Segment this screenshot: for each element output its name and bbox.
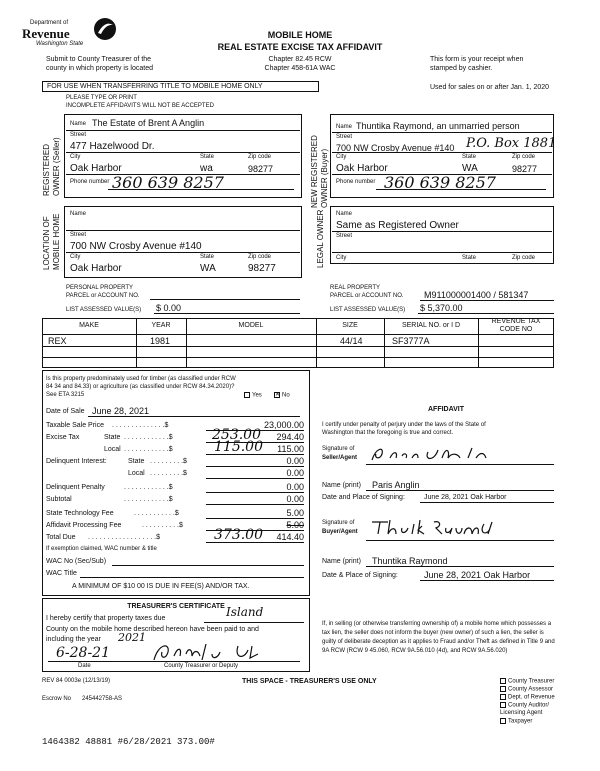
di-local-dots: . . . . . . . . .$ bbox=[150, 470, 187, 477]
seller-city: Oak Harbor bbox=[70, 163, 122, 174]
buyer-state-label: State bbox=[462, 154, 477, 160]
tech-fee-amount: 5.00 bbox=[286, 508, 304, 518]
seller-side-label-1: REGISTERED bbox=[42, 143, 51, 196]
buyer-street-label: Street bbox=[336, 134, 353, 140]
seller-name: The Estate of Brent A Anglin bbox=[92, 118, 205, 128]
rev-number: REV 84 0003e (12/13/19) bbox=[42, 678, 111, 684]
seller-zip: 98277 bbox=[248, 164, 274, 174]
penalty-amount: 0.00 bbox=[286, 482, 304, 492]
seller-city-label: City bbox=[70, 154, 81, 160]
legal-zip-label: Zip code bbox=[512, 255, 536, 261]
submit-note-1: Submit to County Treasurer of the bbox=[46, 56, 152, 63]
legal-street-label: Street bbox=[336, 233, 353, 239]
excise-state-dots: . . . . . . . . . . . .$ bbox=[124, 434, 173, 441]
affidavit-fee-amount: 5.00 bbox=[286, 520, 304, 530]
location-city: Oak Harbor bbox=[70, 263, 122, 274]
treasurer-line-1: I hereby certify that property taxes due bbox=[46, 615, 166, 622]
treasurer-line-3: including the year bbox=[46, 636, 101, 643]
affidavit-certify-2: Washington that the foregoing is true and correct. bbox=[322, 430, 454, 436]
affidavit-heading: AFFIDAVIT bbox=[428, 406, 465, 413]
dist-county-assessor[interactable]: County Assessor bbox=[500, 686, 553, 694]
location-state: WA bbox=[200, 263, 216, 274]
col-revenue-code: REVENUE TAX CODE NO bbox=[491, 318, 541, 333]
transfer-notice: FOR USE WHEN TRANSFERRING TITLE TO MOBILE HOME ONLY bbox=[47, 83, 263, 90]
cell-serial: SF3777A bbox=[392, 336, 430, 346]
location-city-label: City bbox=[70, 254, 81, 260]
legal-state-label: State bbox=[462, 255, 477, 261]
total-dots: . . . . . . . . . . . . . . . . . .$ bbox=[88, 534, 160, 541]
di-state-dots: . . . . . . . . .$ bbox=[150, 458, 187, 465]
treasurer-year-hand: 2021 bbox=[118, 631, 146, 644]
escrow-label: Escrow No bbox=[42, 696, 72, 702]
delinquent-interest-label: Delinquent Interest: bbox=[46, 458, 107, 465]
taxable-amount: 23,000.00 bbox=[263, 420, 304, 430]
buyer-side-label-2: OWNER (Buyer) bbox=[320, 148, 329, 208]
buyer-state: WA bbox=[462, 163, 478, 174]
personal-parcel-label-1: PERSONAL PROPERTY bbox=[66, 285, 134, 291]
personal-assessed: $ 0.00 bbox=[156, 303, 182, 313]
buyer-phone-label: Phone number bbox=[336, 179, 376, 185]
seller-street: 477 Hazelwood Dr. bbox=[70, 141, 155, 152]
buyer-name-label: Name bbox=[336, 124, 353, 130]
treasurer-date-label: Date bbox=[78, 663, 91, 669]
buyer-name: Thuntika Raymond, an unmarried person bbox=[356, 121, 520, 131]
buyer-po-box: P.O. Box 1881 bbox=[466, 136, 557, 151]
subtotal-dots: . . . . . . . . . . . .$ bbox=[124, 496, 173, 503]
seller-zip-label: Zip code bbox=[248, 154, 272, 160]
incomplete-note: INCOMPLETE AFFIDAVITS WILL NOT BE ACCEPTED bbox=[66, 103, 214, 109]
affidavit-fee-label: Affidavit Processing Fee bbox=[46, 522, 122, 529]
excise-local-amount: 115.00 bbox=[277, 444, 304, 454]
receipt-note-2: stamped by cashier. bbox=[430, 65, 493, 72]
dept-state: Washington State bbox=[36, 41, 84, 47]
seller-date-label: Date and Place of Signing: bbox=[322, 494, 405, 501]
total-amount: 414.40 bbox=[276, 532, 304, 542]
chapter-rcw: Chapter 82.45 RCW bbox=[268, 56, 332, 63]
seller-date: June 28, 2021 Oak Harbor bbox=[424, 494, 507, 501]
real-parcel-label-1: REAL PROPERTY bbox=[330, 285, 381, 291]
legal-city-label: City bbox=[336, 255, 347, 261]
buyer-city: Oak Harbor bbox=[336, 163, 388, 174]
di-local-label: Local bbox=[128, 470, 145, 477]
location-zip-label: Zip code bbox=[248, 254, 272, 260]
affidavit-fee-dots: . . . . . . . . . .$ bbox=[142, 522, 183, 529]
buyer-sig-label-2: Buyer/Agent bbox=[322, 529, 358, 535]
buyer-date: June 28, 2021 Oak Harbor bbox=[424, 570, 531, 580]
treasurer-taxes-hand: Island bbox=[226, 605, 264, 619]
dist-county-treasurer[interactable]: County Treasurer bbox=[500, 678, 554, 686]
excise-label: Excise Tax bbox=[46, 434, 80, 441]
real-assessed: $ 5,370.00 bbox=[420, 303, 463, 313]
col-make: MAKE bbox=[79, 322, 99, 329]
legal-name: Same as Registered Owner bbox=[336, 220, 459, 231]
dor-swoosh-icon bbox=[92, 16, 118, 42]
seller-signature bbox=[368, 444, 518, 466]
personal-parcel-label-2: PARCEL or ACCOUNT NO. bbox=[66, 293, 140, 299]
dept-revenue: Revenue bbox=[22, 26, 70, 41]
seller-name-print-label: Name (print) bbox=[322, 482, 361, 489]
treasurer-line-2: County on the mobile home described hereon have been paid to and bbox=[46, 626, 259, 633]
col-size: SIZE bbox=[342, 322, 358, 329]
di-local-amount: 0.00 bbox=[286, 468, 304, 478]
seller-name-label: Name bbox=[70, 121, 87, 127]
cell-size: 44/14 bbox=[340, 336, 363, 346]
taxable-label: Taxable Sale Price bbox=[46, 422, 104, 429]
buyer-zip-label: Zip code bbox=[512, 154, 536, 160]
sales-notice: Used for sales on or after Jan. 1, 2020 bbox=[430, 84, 550, 91]
seller-name-print: Paris Anglin bbox=[372, 480, 420, 490]
chapter-wac: Chapter 458-61A WAC bbox=[264, 65, 336, 72]
personal-assessed-label: LIST ASSESSED VALUE(S) bbox=[66, 307, 142, 313]
fraud-notice: If, in selling (or otherwise transferring ownership of) a mobile home which possesses a tax lien, the seller does not inform the buyer (new owner) of such a lien, the seller is guilty of deliberate deception as it applies to Fraud and/or Theft as defined in Title 9 and 9A RCW (RCW 9 45.060, RCW 9A.56.010 (4d), and RCW 9A.56.020) bbox=[322, 621, 555, 654]
buyer-zip: 98277 bbox=[512, 164, 538, 174]
seller-street-label: Street bbox=[70, 132, 87, 138]
excise-state-label: State bbox=[104, 434, 121, 441]
col-model: MODEL bbox=[238, 322, 264, 329]
location-zip: 98277 bbox=[248, 263, 276, 274]
penalty-label: Delinquent Penalty bbox=[46, 484, 105, 491]
date-of-sale-label: Date of Sale bbox=[46, 408, 85, 415]
col-serial: SERIAL NO. or I D bbox=[401, 322, 461, 329]
wac-no-label: WAC No (Sec/Sub) bbox=[46, 558, 107, 565]
dist-taxpayer[interactable]: Taxpayer bbox=[500, 718, 532, 726]
excise-local-label: Local bbox=[104, 446, 121, 453]
real-account: M911000001400 / 581347 bbox=[424, 290, 529, 300]
seller-phone: 360 639 8257 bbox=[112, 173, 224, 192]
type-print-note: PLEASE TYPE OR PRINT bbox=[66, 95, 137, 101]
total-label: Total Due bbox=[46, 534, 76, 541]
wac-title-label: WAC Title bbox=[46, 570, 77, 577]
timber-question-1: Is this property predominately used for timber (as classified under RCW bbox=[46, 376, 236, 382]
treasurer-date-hand: 6-28-21 bbox=[56, 645, 110, 661]
buyer-city-label: City bbox=[336, 154, 347, 160]
subtotal-label: Subtotal bbox=[46, 496, 72, 503]
location-name-label: Name bbox=[70, 211, 87, 217]
escrow-number: 245442758-AS bbox=[82, 696, 123, 702]
form-title-1: MOBILE HOME bbox=[267, 30, 333, 40]
location-state-label: State bbox=[200, 254, 215, 260]
location-side-label-1: LOCATION OF bbox=[42, 216, 51, 270]
excise-state-amount: 294.40 bbox=[276, 432, 304, 442]
real-assessed-label: LIST ASSESSED VALUE(S) bbox=[330, 307, 406, 313]
cell-year: 1981 bbox=[150, 336, 171, 346]
timber-yes[interactable]: Yes bbox=[244, 392, 262, 400]
seller-phone-label: Phone number bbox=[70, 179, 110, 185]
date-of-sale: June 28, 2021 bbox=[92, 406, 150, 416]
penalty-dots: . . . . . . . . . . . .$ bbox=[124, 484, 173, 491]
location-street-label: Street bbox=[70, 232, 87, 238]
subtotal-amount: 0.00 bbox=[286, 494, 304, 504]
minimum-note: A MINIMUM OF $10 00 IS DUE IN FEE(S) AND/OR TAX. bbox=[72, 583, 250, 590]
di-state-amount: 0.00 bbox=[286, 456, 304, 466]
dor-logo bbox=[18, 16, 118, 50]
excise-local-hand: 115.00 bbox=[214, 439, 263, 455]
buyer-date-label: Date & Place of Signing: bbox=[322, 572, 398, 579]
buyer-street: 700 NW Crosby Avenue #140 bbox=[336, 143, 455, 153]
tech-fee-dots: . . . . . . . . . . .$ bbox=[134, 510, 179, 517]
buyer-phone: 360 639 8257 bbox=[384, 173, 496, 192]
cashier-stamp: 1464382 48881 #6/28/2021 373.00# bbox=[42, 737, 215, 747]
excise-state-hand: 253.00 bbox=[212, 427, 261, 443]
excise-local-dots: . . . . . . . . . . . .$ bbox=[124, 446, 173, 453]
real-parcel-label-2: PARCEL or ACCOUNT NO. bbox=[330, 293, 404, 299]
legal-name-label: Name bbox=[336, 211, 353, 217]
affidavit-certify-1: I certify under penalty of perjury under the laws of the State of bbox=[322, 422, 486, 428]
di-state-label: State bbox=[128, 458, 145, 465]
seller-side-label-2: OWNER (Seller) bbox=[52, 137, 61, 196]
buyer-name-print: Thuntika Raymond bbox=[372, 556, 448, 566]
submit-note-2: county in which property is located bbox=[46, 65, 153, 72]
col-year: YEAR bbox=[151, 322, 171, 329]
buyer-signature bbox=[368, 516, 498, 538]
dept-of: Department of bbox=[30, 20, 69, 26]
treasurer-deputy-label: County Treasurer or Deputy bbox=[164, 663, 239, 669]
location-side-label-2: MOBILE HOME bbox=[52, 213, 61, 270]
treasurer-use-only: THIS SPACE - TREASURER'S USE ONLY bbox=[242, 678, 377, 685]
timber-question-3: See ETA 3215 bbox=[46, 392, 85, 398]
dist-dept-revenue[interactable]: Dept. of Revenue bbox=[500, 694, 555, 702]
seller-state-label: State bbox=[200, 154, 215, 160]
seller-sig-label-1: Signature of bbox=[322, 446, 355, 452]
buyer-name-print-label: Name (print) bbox=[322, 558, 361, 565]
dist-county-auditor[interactable]: County Auditor/ Licensing Agent bbox=[500, 702, 550, 716]
seller-sig-label-2: Seller/Agent bbox=[322, 455, 358, 461]
tech-fee-label: State Technology Fee bbox=[46, 510, 114, 517]
seller-state: wa bbox=[200, 163, 213, 174]
timber-no[interactable]: ✕ No bbox=[275, 392, 290, 399]
timber-question-2: 84 34 and 84.33) or agriculture (as classified under RCW 84.34.2020)? bbox=[46, 384, 235, 390]
buyer-sig-label-1: Signature of bbox=[322, 520, 355, 526]
location-street: 700 NW Crosby Avenue #140 bbox=[70, 241, 202, 252]
form-title-2: REAL ESTATE EXCISE TAX AFFIDAVIT bbox=[217, 42, 383, 52]
treasurer-heading: TREASURER'S CERTIFICATE bbox=[127, 603, 225, 610]
exemption-note: If exemption claimed, WAC number & title bbox=[46, 546, 157, 552]
total-hand: 373.00 bbox=[214, 527, 263, 543]
cell-make: REX bbox=[48, 336, 67, 346]
buyer-side-label-1: NEW REGISTERED bbox=[310, 135, 319, 208]
receipt-note-1: This form is your receipt when bbox=[430, 56, 524, 63]
taxable-dots: . . . . . . . . . . . . . .$ bbox=[112, 422, 169, 429]
legal-owner-side-label: LEGAL OWNER bbox=[316, 209, 325, 268]
